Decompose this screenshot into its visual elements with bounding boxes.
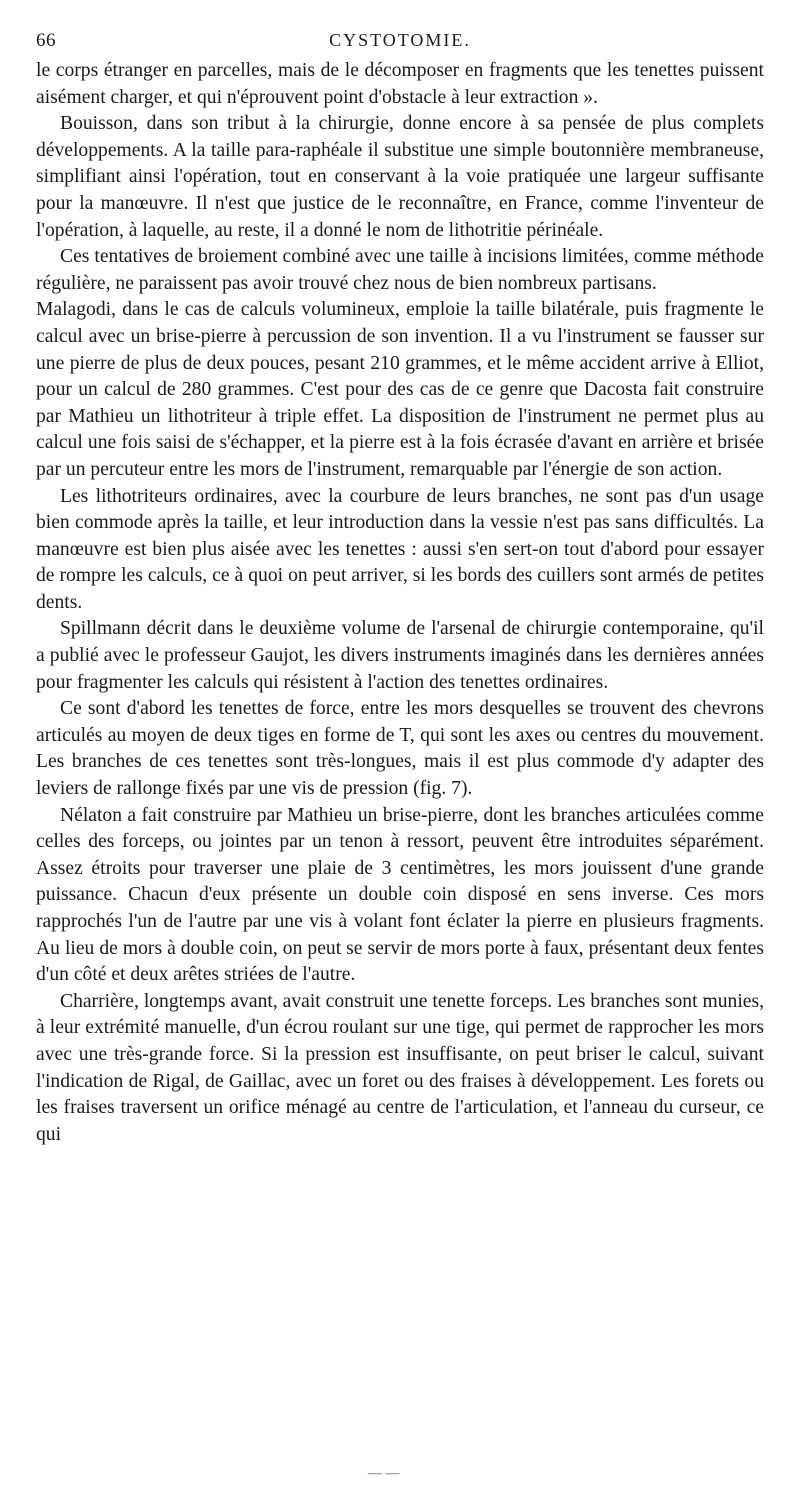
book-page xyxy=(36,22,764,1148)
paragraph-tenettes-de-force: Ce sont d'abord les tenettes de force, entre les mors desquelles se trouvent des chevrons articulés au moyen de deux tiges en forme de T, qui sont les axes ou centres du mouvement. Les branches de ces tenettes sont très-longues, mais il est plus commode d'y adapter des leviers de rallonge fixés par une vis de pression (fig. 7). xyxy=(36,698,764,800)
running-head xyxy=(36,22,764,58)
paragraph-charriere: Charrière, longtemps avant, avait construit une tenette forceps. Les branches sont munies, à leur extrémité manuelle, d'un écrou roulant sur une tige, qui permet de rapprocher les mors avec une très-grande force. Si la pression est insuffisante, on peut briser le calcul, suivant l'indication de Rigal, de Gaillac, avec un foret ou des fraises à développement. Les forets ou les fraises traversent un orifice ménagé au centre de l'articulation, et l'anneau du curseur, ce qui xyxy=(36,990,764,1145)
paragraph-continuation: le corps étranger en parcelles, mais de le décomposer en fragments que les tenettes puissent aisément charger, et qui n'éprouvent point d'obstacle à leur extraction ». xyxy=(36,60,764,108)
paragraph-lithotriteurs: Les lithotriteurs ordinaires, avec la courbure de leurs branches, ne sont pas d'un usage bien commode après la taille, et leur introduction dans la vessie n'est pas sans difficultés. La manœuvre est bien plus aisée avec les tenettes : aussi s'en sert-on tout d'abord pour essayer de rompre les calculs, ce à quoi on peut arriver, si les bords des cuillers sont armés de petites dents. xyxy=(36,485,764,613)
paragraph-malagodi: Malagodi, dans le cas de calculs volumineux, emploie la taille bilatérale, puis fragmente le calcul avec un brise-pierre à percussion de son invention. Il a vu l'instrument se fausser sur une pierre de plus de deux pouces, pesant 210 grammes, et le même accident arrive à Elliot, pour un calcul de 280 grammes. C'est pour des cas de ce genre que Dacosta fait construire par Mathieu un lithotriteur à triple effet. La disposition de l'instrument ne permet plus au calcul une fois saisi de s'échapper, et la pierre est à la fois écrasée d'avant en arrière et brisée par un percuteur entre les mors de l'instrument, remarquable par l'énergie de son action. xyxy=(36,299,764,480)
paragraph-tentatives: Ces tentatives de broiement combiné avec une taille à incisions limitées, comme méthode régulière, ne paraissent pas avoir trouvé chez nous de bien nombreux partisans. xyxy=(36,246,764,294)
page-number: 66 xyxy=(36,30,56,51)
body-text xyxy=(36,58,764,1148)
paragraph-spillmann: Spillmann décrit dans le deuxième volume de l'arsenal de chirurgie contemporaine, qu'il a publié avec le professeur Gaujot, les divers instruments imaginés dans les dernières années pour fragmenter les calculs qui résistent à l'action des tenettes ordinaires. xyxy=(36,618,764,693)
footer-mark: — — xyxy=(368,1466,400,1481)
paragraph-nelaton: Nélaton a fait construire par Mathieu un brise-pierre, dont les branches articulées comme celles des forceps, ou jointes par un tenon à ressort, peuvent être introduites séparément. Assez étroits pour traverser une plaie de 3 centimètres, les mors jouissent d'une grande puissance. Chacun d'eux présente un double coin disposé en sens inverse. Ces mors rapprochés l'un de l'autre par une vis à volant font éclater la pierre en plusieurs fragments. Au lieu de mors à double coin, on peut se servir de mors porte à faux, présentant deux fentes d'un côté et deux arêtes striées de l'autre. xyxy=(36,804,764,986)
paragraph-bouisson: Bouisson, dans son tribut à la chirurgie, donne encore à sa pensée de plus complets développements. A la taille para-raphéale il substitue une simple boutonnière membraneuse, simplifiant ainsi l'opération, tout en conservant à la voie pratiquée une largeur suffisante pour la manœuvre. Il n'est que justice de le reconnaître, en France, comme l'inventeur de l'opération, à laquelle, au reste, il a donné le nom de lithotritie périnéale. xyxy=(36,113,764,241)
running-title: CYSTOTOMIE. xyxy=(329,30,471,50)
